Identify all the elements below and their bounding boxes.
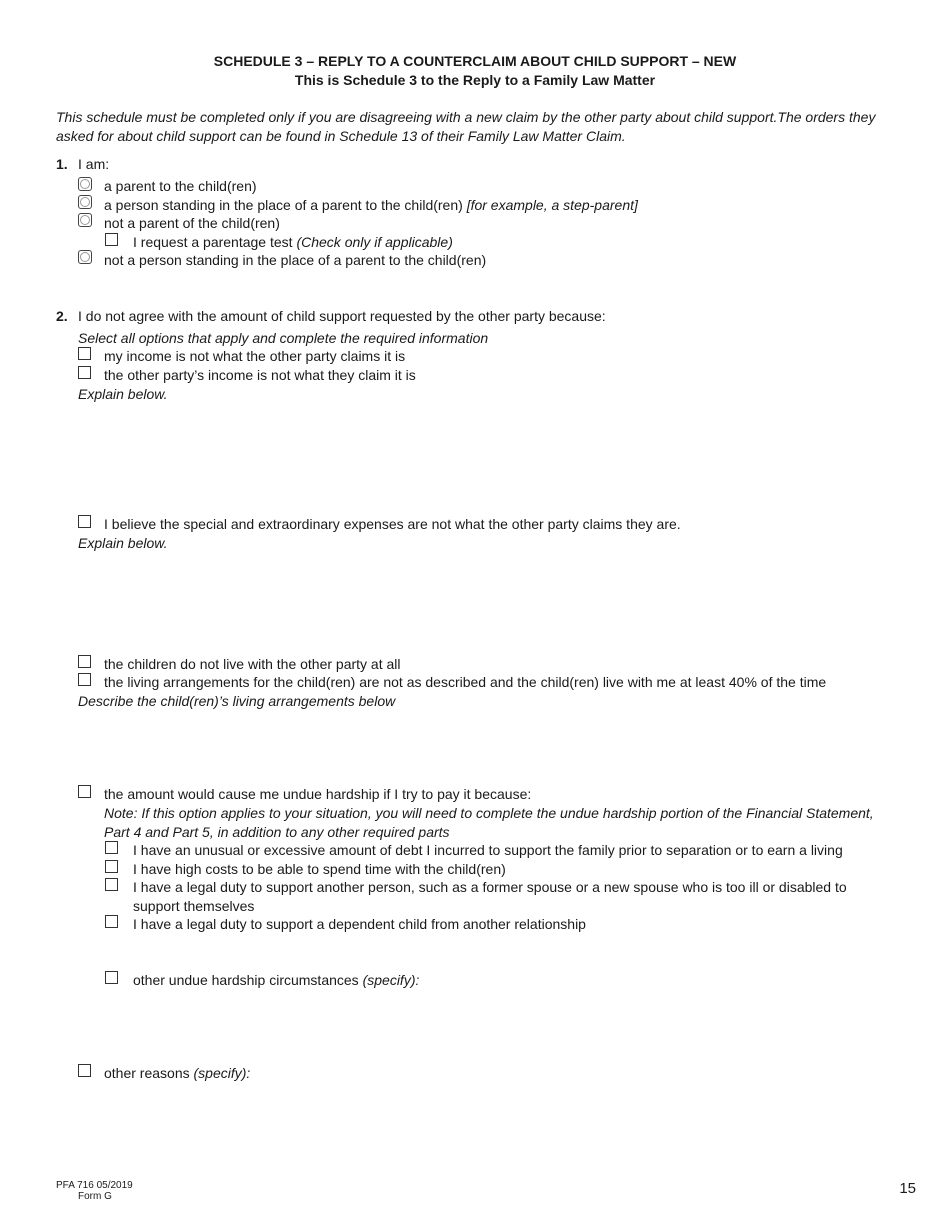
children-not-live-label: the children do not live with the other party at all — [104, 656, 401, 672]
parent-label: a parent to the child(ren) — [104, 178, 257, 194]
explain-below-expenses: Explain below. — [78, 535, 168, 551]
form-name: Form G — [78, 1191, 112, 1202]
debt-label: I have an unusual or excessive amount of debt I incurred to support the family prior to separation or to earn a living — [133, 842, 843, 858]
intro-line-2: asked for about child support can be found in Schedule 13 of their Family Law Matter Claim. — [56, 128, 626, 144]
special-expenses-label: I believe the special and extraordinary expenses are not what the other party claims they are. — [104, 516, 681, 532]
other-reasons-specify: (specify): — [193, 1065, 251, 1081]
dependent-child-label: I have a legal duty to support a dependent child from another relationship — [133, 916, 586, 932]
hardship-note-line-1: Note: If this option applies to your situation, you will need to complete the undue hardship portion of the Financial Statement, — [104, 805, 874, 821]
living-arrangements-checkbox[interactable] — [78, 673, 91, 686]
my-income-checkbox[interactable] — [78, 347, 91, 360]
intro-line-1: This schedule must be completed only if you are disagreeing with a new claim by the other party about child support.The orders they — [56, 109, 876, 125]
not-parent-radio[interactable] — [78, 213, 92, 227]
q2-number: 2. — [56, 308, 68, 324]
select-all-instruction: Select all options that apply and complete the required information — [78, 330, 489, 346]
other-hardship-specify: (specify): — [362, 972, 420, 988]
parentage-test-checkbox[interactable] — [105, 233, 118, 246]
parent-radio[interactable] — [78, 177, 92, 191]
other-hardship-label: other undue hardship circumstances (specify): — [133, 972, 420, 988]
hardship-note-line-2: Part 4 and Part 5, in addition to any other required parts — [104, 824, 450, 840]
not-step-parent-label: not a person standing in the place of a parent to the child(ren) — [104, 252, 487, 268]
access-costs-checkbox[interactable] — [105, 860, 118, 873]
my-income-label: my income is not what the other party claims it is — [104, 348, 406, 364]
special-expenses-checkbox[interactable] — [78, 515, 91, 528]
schedule-subtitle: This is Schedule 3 to the Reply to a Family Law Matter — [294, 72, 656, 88]
legal-duty-checkbox[interactable] — [105, 878, 118, 891]
parentage-test-label: I request a parentage test (Check only if applicable) — [133, 234, 453, 250]
form-code: PFA 716 05/2019 — [56, 1180, 133, 1191]
other-income-checkbox[interactable] — [78, 366, 91, 379]
describe-living-instruction: Describe the child(ren)’s living arrangements below — [78, 693, 396, 709]
not-step-parent-radio[interactable] — [78, 250, 92, 264]
parentage-test-note: (Check only if applicable) — [296, 234, 453, 250]
other-reasons-checkbox[interactable] — [78, 1064, 91, 1077]
children-not-live-checkbox[interactable] — [78, 655, 91, 668]
undue-hardship-checkbox[interactable] — [78, 785, 91, 798]
undue-hardship-label: the amount would cause me undue hardship if I try to pay it because: — [104, 786, 532, 802]
q2-label: I do not agree with the amount of child support requested by the other party because: — [78, 308, 606, 324]
not-parent-label: not a parent of the child(ren) — [104, 215, 280, 231]
other-reasons-label: other reasons (specify): — [104, 1065, 251, 1081]
other-income-label: the other party’s income is not what they claim it is — [104, 367, 416, 383]
legal-duty-label-line-2: support themselves — [133, 898, 255, 914]
step-parent-note: [for example, a step-parent] — [466, 197, 638, 213]
step-parent-label: a person standing in the place of a parent to the child(ren) [for example, a step-parent] — [104, 197, 638, 213]
page-number: 15 — [899, 1180, 916, 1197]
living-arrangements-label: the living arrangements for the child(ren) are not as described and the child(ren) live with me at least 40% of the time — [104, 674, 827, 690]
q1-number: 1. — [56, 156, 68, 172]
dependent-child-checkbox[interactable] — [105, 915, 118, 928]
step-parent-radio[interactable] — [78, 195, 92, 209]
explain-below-income: Explain below. — [78, 386, 168, 402]
schedule-title: SCHEDULE 3 – REPLY TO A COUNTERCLAIM ABOUT CHILD SUPPORT – NEW — [213, 53, 737, 69]
q1-label: I am: — [78, 156, 110, 172]
other-hardship-checkbox[interactable] — [105, 971, 118, 984]
access-costs-label: I have high costs to be able to spend time with the child(ren) — [133, 861, 506, 877]
debt-checkbox[interactable] — [105, 841, 118, 854]
legal-duty-label-line-1: I have a legal duty to support another person, such as a former spouse or a new spouse who is too ill or disabled to — [133, 879, 847, 895]
